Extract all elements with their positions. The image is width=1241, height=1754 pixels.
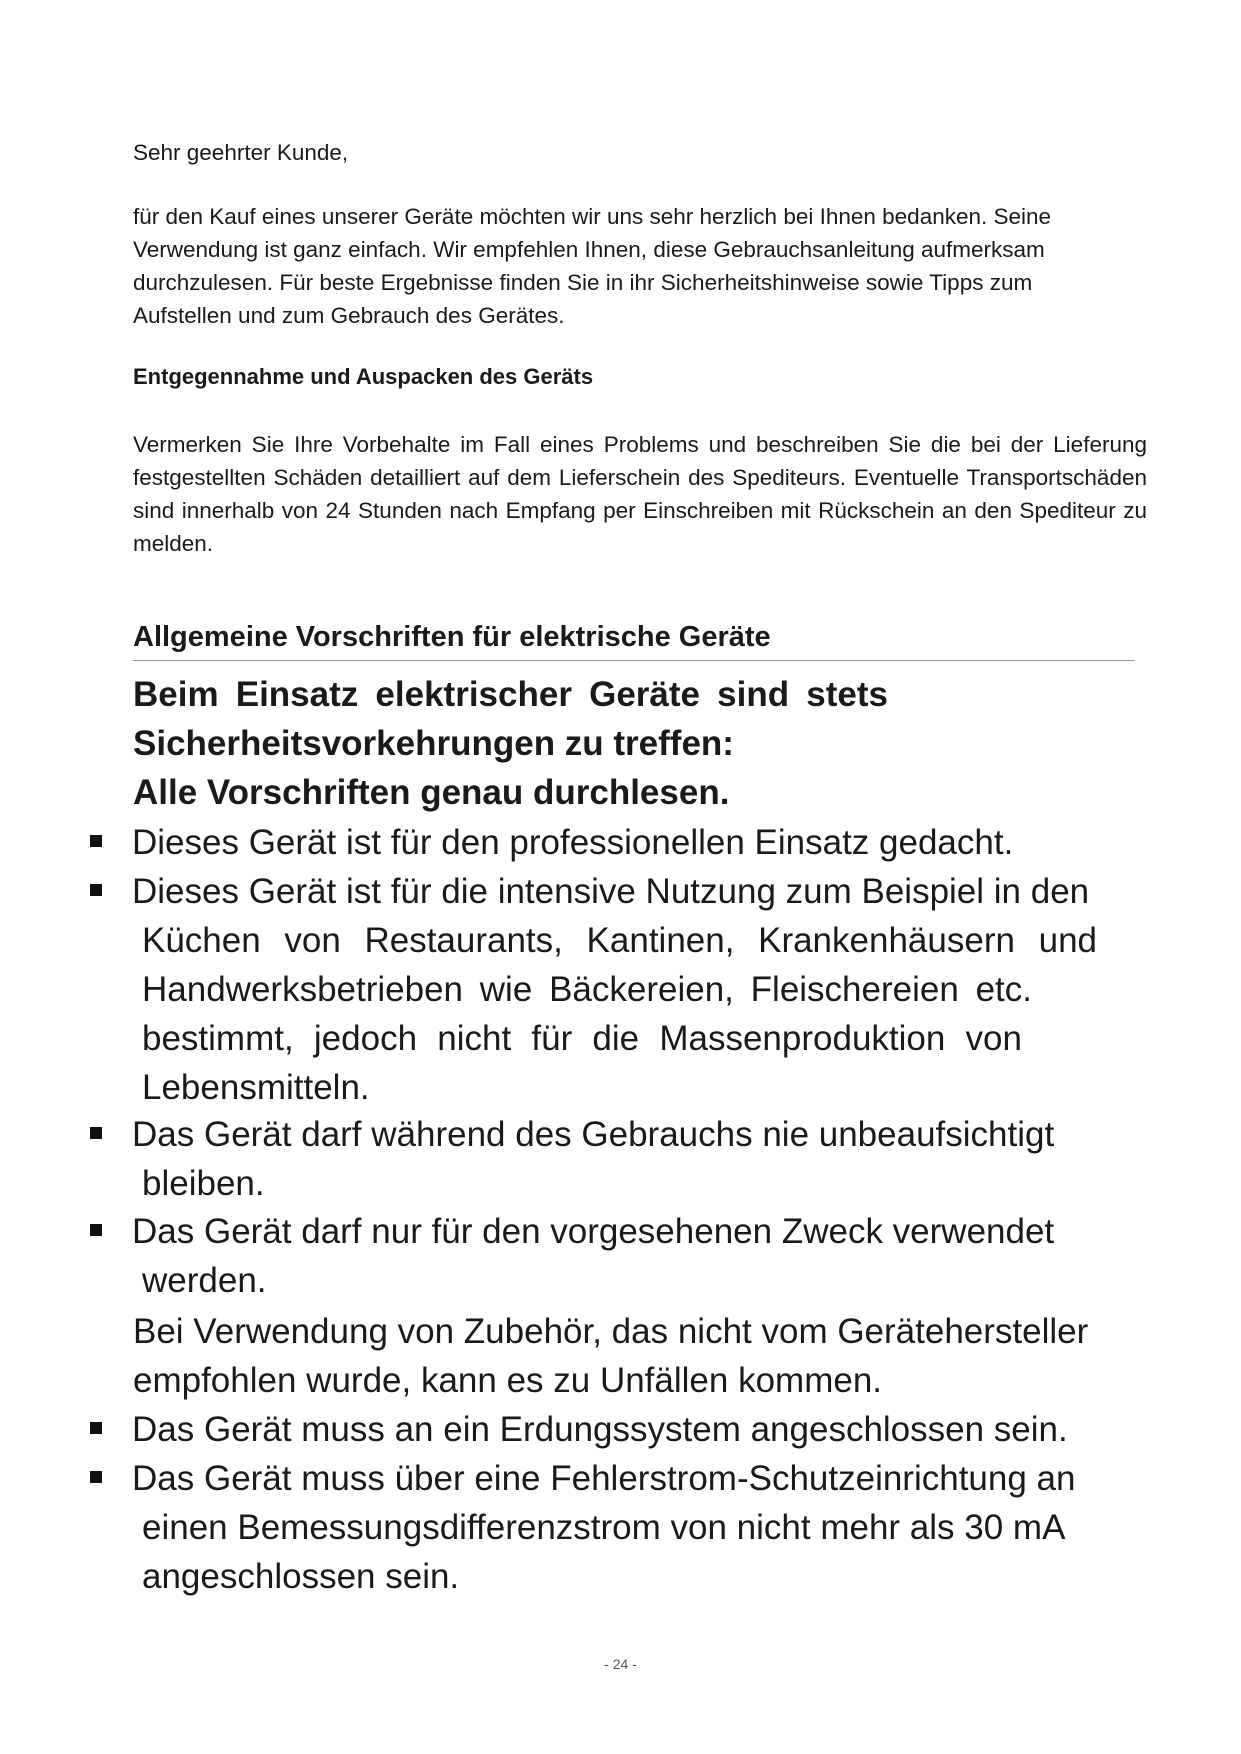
list-item <box>90 1405 1150 1454</box>
warning-word: Beim <box>133 675 219 714</box>
bullet-square-icon <box>90 835 102 847</box>
list-item-text: Das Gerät muss an ein Erdungssystem angeschlossen sein. <box>132 1410 1068 1449</box>
warning-word: stets <box>806 675 888 714</box>
list-item-text <box>132 1110 1150 1208</box>
list-item-text: Dieses Gerät ist für den professionellen Einsatz gedacht. <box>132 823 1014 862</box>
list-item-line: Lebensmitteln. <box>142 1068 370 1107</box>
intro-paragraph: für den Kauf eines unserer Geräte möchten wir uns sehr herzlich bei Ihnen bedanken. Seine Verwendung ist ganz einfach. Wir empfehlen Ihnen, diese Gebrauchsanleitung aufmerksam durchzulesen. Für beste Ergebnisse finden Sie in ihr Sicherheitshinweise sowie Tipps zum Aufstellen und zum Gebrauch des Gerätes. <box>133 204 1052 328</box>
list-item-line: Das Gerät muss über eine Fehlerstrom-Schutzeinrichtung an <box>132 1459 1076 1498</box>
list-item-line: einen Bemessungsdifferenzstrom von nicht mehr als 30 mA <box>142 1508 1066 1547</box>
list-item-line: Küchen von Restaurants, Kantinen, Krankenhäusern und <box>142 921 1097 960</box>
list-item-line: Das Gerät darf nur für den vorgesehenen Zweck verwendet <box>132 1212 1055 1251</box>
list-item-text <box>132 1207 1150 1305</box>
bullet-square-icon <box>90 1127 102 1139</box>
list-item <box>90 1454 1150 1601</box>
list-item-continuation: werden. <box>142 1261 267 1300</box>
warning-word: Einsatz <box>235 675 359 714</box>
greeting: Sehr geehrter Kunde, <box>133 140 349 165</box>
receiving-heading: Entgegennahme und Auspacken des Geräts <box>133 364 594 389</box>
bullet-square-icon <box>90 884 102 896</box>
warning-word: Geräte <box>589 675 700 714</box>
receiving-paragraph: Vermerken Sie Ihre Vorbehalte im Fall eines Problems und beschreiben Sie die bei der Lieferung festgestellten Schäden detailliert auf dem Lieferschein des Spediteurs. Eventuelle Transportschäden sind innerhalb von 24 Stunden nach Empfang per Einschreiben mit Rückschein an den Spediteur zu melden. <box>133 432 1147 556</box>
list-item-line: bestimmt, jedoch nicht für die Massenproduktion von <box>142 1019 1022 1058</box>
list-item <box>90 818 1150 867</box>
accessory-note <box>133 1307 1143 1405</box>
page-number: - 24 - <box>604 1656 637 1672</box>
list-item-line: angeschlossen sein. <box>142 1557 460 1596</box>
list-item-continuation <box>132 1503 1150 1601</box>
list-item-continuation <box>132 916 1097 1112</box>
warning-line-1 <box>133 670 888 719</box>
list-item <box>90 1110 1150 1208</box>
list-item-text <box>132 867 1150 1112</box>
safety-warning <box>133 670 893 817</box>
bullet-square-icon <box>90 1224 102 1236</box>
bullet-square-icon <box>90 1471 102 1483</box>
list-item <box>90 1207 1150 1305</box>
section-divider <box>133 660 1135 661</box>
list-item <box>90 867 1150 1112</box>
note-line: Bei Verwendung von Zubehör, das nicht vom Gerätehersteller <box>133 1312 1089 1351</box>
list-item-line: Handwerksbetrieben wie Bäckereien, Fleischereien etc. <box>142 970 1032 1009</box>
warning-word: elektrischer <box>375 675 572 714</box>
list-item-continuation: bleiben. <box>142 1164 265 1203</box>
list-item-text <box>132 1454 1150 1601</box>
list-item-line: Das Gerät darf während des Gebrauchs nie unbeaufsichtigt <box>132 1115 1055 1154</box>
warning-line-3: Alle Vorschriften genau durchlesen. <box>133 773 730 812</box>
regulations-title: Allgemeine Vorschriften für elektrische Geräte <box>133 621 771 653</box>
warning-word: sind <box>717 675 790 714</box>
list-item-line: Dieses Gerät ist für die intensive Nutzung zum Beispiel in den <box>132 872 1090 911</box>
bullet-square-icon <box>90 1422 102 1434</box>
warning-line-2: Sicherheitsvorkehrungen zu treffen: <box>133 724 734 763</box>
note-line: empfohlen wurde, kann es zu Unfällen kommen. <box>133 1361 883 1400</box>
